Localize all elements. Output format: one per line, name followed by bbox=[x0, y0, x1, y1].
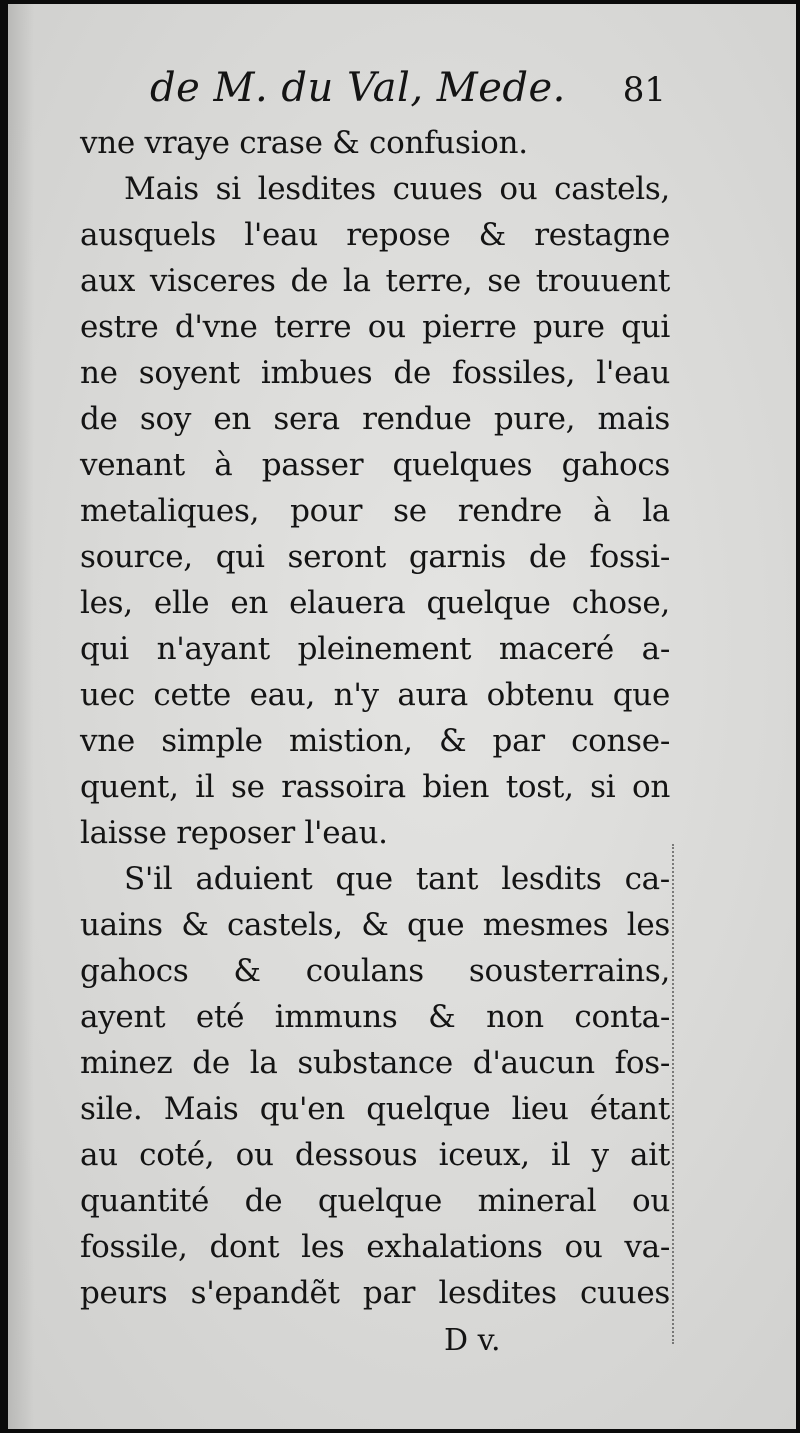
show-through-marks bbox=[672, 844, 694, 1344]
text-line: vne vraye crase & confusion. bbox=[80, 125, 528, 161]
text-line: vne simple mistion, & par conse- bbox=[80, 723, 670, 759]
text-line: ausquels l'eau repose & restagne bbox=[80, 217, 670, 253]
text-line: au coté, ou dessous iceux, il y ait bbox=[80, 1137, 670, 1173]
text-line: S'il aduient que tant lesdits ca- bbox=[124, 861, 670, 897]
text-line: estre d'vne terre ou pierre pure qui bbox=[80, 309, 670, 345]
text-line: ayent eté immuns & non conta- bbox=[80, 999, 670, 1035]
page-header bbox=[80, 56, 670, 120]
text-line: fossile, dont les exhalations ou va- bbox=[80, 1229, 670, 1265]
text-line: uains & castels, & que mesmes les bbox=[80, 907, 670, 943]
text-line: metaliques, pour se rendre à la bbox=[80, 493, 670, 529]
text-line: minez de la substance d'aucun fos- bbox=[80, 1045, 670, 1081]
text-line: gahocs & coulans sousterrains, bbox=[80, 953, 670, 989]
text-line: de soy en sera rendue pure, mais bbox=[80, 401, 670, 437]
page-number: 81 bbox=[622, 70, 666, 110]
gutter-shadow bbox=[8, 4, 34, 1429]
text-line: quantité de quelque mineral ou bbox=[80, 1183, 670, 1219]
text-line: peurs s'epandẽt par lesdites cuues bbox=[80, 1275, 670, 1311]
text-line: quent, il se rassoira bien tost, si on bbox=[80, 769, 670, 805]
paper-sheet bbox=[8, 4, 796, 1429]
text-line: qui n'ayant pleinement maceré a- bbox=[80, 631, 670, 667]
text-line: source, qui seront garnis de fossi- bbox=[80, 539, 670, 575]
text-line: ne soyent imbues de fossiles, l'eau bbox=[80, 355, 670, 391]
text-line: aux visceres de la terre, se trouuent bbox=[80, 263, 670, 299]
text-line: laisse reposer l'eau. bbox=[80, 815, 388, 851]
text-block bbox=[80, 56, 670, 1366]
text-line: uec cette eau, n'y aura obtenu que bbox=[80, 677, 670, 713]
text-line: venant à passer quelques gahocs bbox=[80, 447, 670, 483]
text-line: Mais si lesdites cuues ou castels, bbox=[124, 171, 670, 207]
signature-mark: D v. bbox=[444, 1323, 501, 1358]
text-line: les, elle en elauera quelque chose, bbox=[80, 585, 670, 621]
text-line: sile. Mais qu'en quelque lieu étant bbox=[80, 1091, 670, 1127]
running-head: de M. du Val, Mede. bbox=[150, 65, 566, 111]
